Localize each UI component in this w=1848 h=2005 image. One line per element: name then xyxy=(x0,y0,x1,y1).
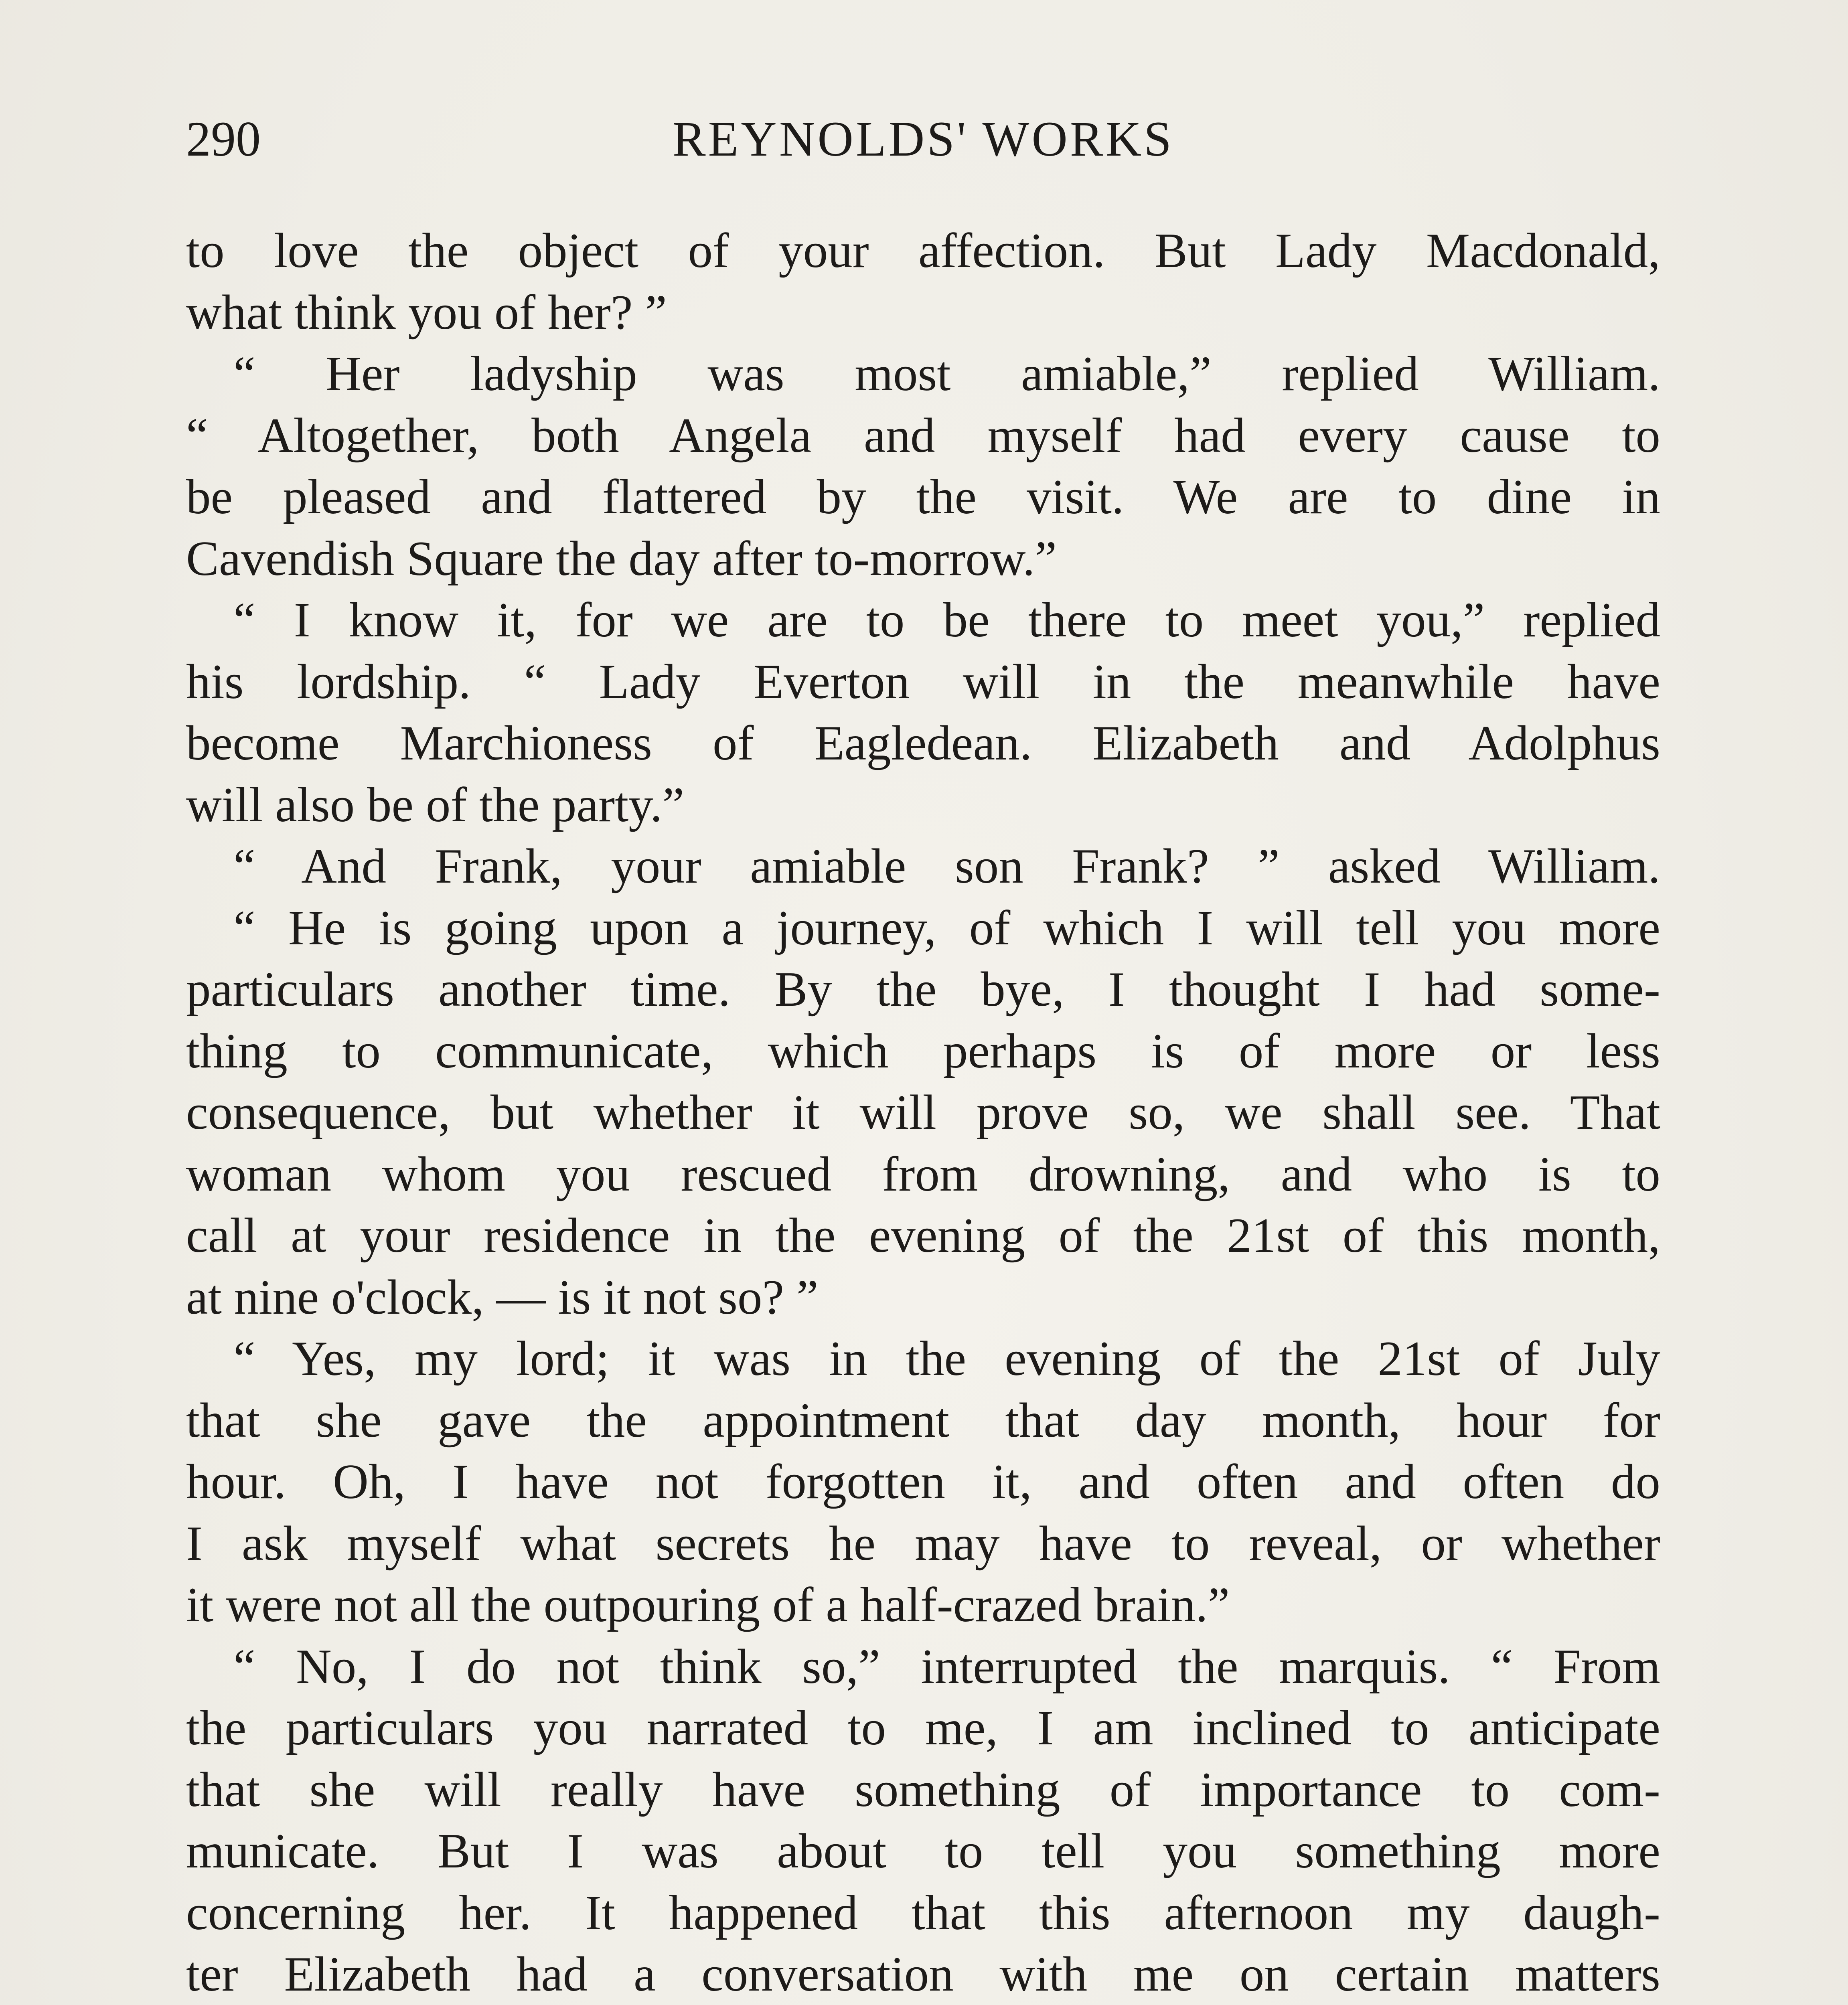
text-line: hour. Oh, I have not forgotten it, and often and often do xyxy=(186,1454,1660,1509)
text-line: thing to communicate, which perhaps is of more or less xyxy=(186,1023,1660,1078)
text-line: “ He is going upon a journey, of which I will tell you more xyxy=(233,900,1660,955)
text-line: to love the object of your affection. But Lady Macdonald, xyxy=(186,223,1660,278)
text-line: what think you of her? ” xyxy=(186,284,667,340)
text-line: “ Yes, my lord; it was in the evening of the 21st of July xyxy=(233,1331,1660,1386)
text-line: it were not all the outpouring of a half-crazed brain.” xyxy=(186,1577,1230,1632)
text-line: that she gave the appointment that day month, hour for xyxy=(186,1392,1660,1448)
text-line: concerning her. It happened that this afternoon my daugh- xyxy=(186,1885,1660,1940)
text-line: “ Her ladyship was most amiable,” replied William. xyxy=(233,346,1660,401)
text-line: will also be of the party.” xyxy=(186,777,685,832)
text-line: “ I know it, for we are to be there to meet you,” replied xyxy=(233,592,1660,647)
body-text xyxy=(186,220,1660,2005)
running-title: REYNOLDS' WORKS xyxy=(672,111,1174,166)
text-line: be pleased and flattered by the visit. We are to dine in xyxy=(186,469,1660,524)
text-line: the particulars you narrated to me, I am inclined to anticipate xyxy=(186,1700,1660,1755)
text-line: that she will really have something of importance to com- xyxy=(186,1762,1660,1817)
text-line: “ Altogether, both Angela and myself had every cause to xyxy=(186,407,1660,463)
text-line: his lordship. “ Lady Everton will in the meanwhile have xyxy=(186,654,1660,709)
text-line: call at your residence in the evening of the 21st of this month, xyxy=(186,1208,1660,1263)
text-line: particulars another time. By the bye, I thought I had some- xyxy=(186,962,1660,1017)
text-line: at nine o'clock, — is it not so? ” xyxy=(186,1269,819,1325)
page-header xyxy=(186,105,1660,173)
text-line: ter Elizabeth had a conversation with me on certain matters xyxy=(186,1946,1660,2001)
text-line: “ No, I do not think so,” interrupted the marquis. “ From xyxy=(233,1638,1660,1694)
text-line: municate. But I was about to tell you something more xyxy=(186,1823,1660,1878)
page-number: 290 xyxy=(186,111,261,166)
text-line: Cavendish Square the day after to-morrow.” xyxy=(186,531,1057,586)
text-line: become Marchioness of Eagledean. Elizabeth and Adolphus xyxy=(186,715,1660,770)
text-line: consequence, but whether it will prove so, we shall see. That xyxy=(186,1085,1660,1140)
text-line: I ask myself what secrets he may have to reveal, or whether xyxy=(186,1515,1660,1571)
text-line: “ And Frank, your amiable son Frank? ” asked William. xyxy=(233,838,1660,893)
text-line: woman whom you rescued from drowning, and who is to xyxy=(186,1146,1660,1201)
